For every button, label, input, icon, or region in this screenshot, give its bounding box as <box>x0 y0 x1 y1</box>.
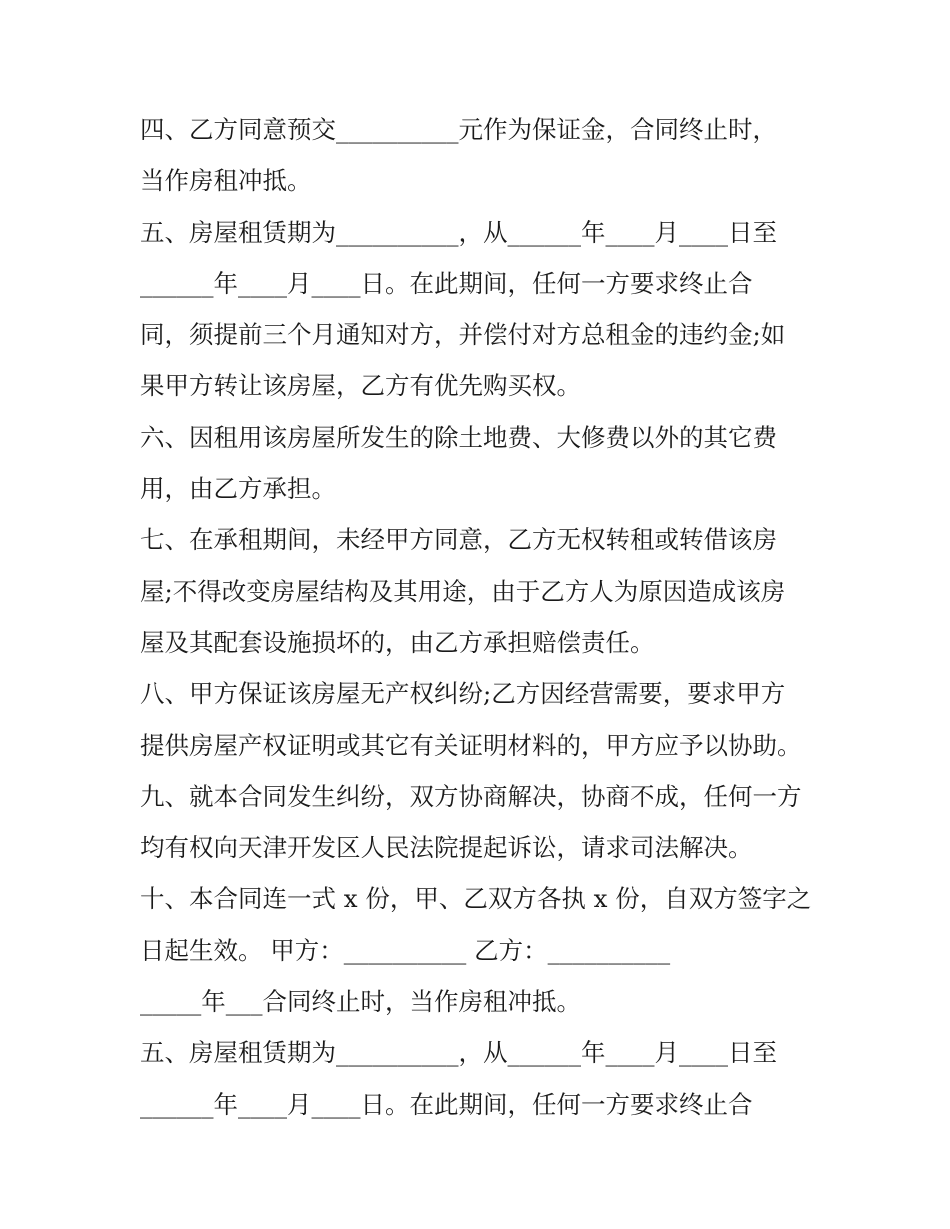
text-line-9: 七、在承租期间，未经甲方同意，乙方无权转租或转借该房 <box>140 525 777 555</box>
text-line-18: _____年___合同终止时，当作房租冲抵。 <box>140 987 581 1017</box>
text-line-17: 日起生效。 甲方：__________ 乙方：__________ <box>140 935 671 965</box>
text-line-15: 均有权向天津开发区人民法院提起诉讼，请求司法解决。 <box>140 833 753 863</box>
contract-text <box>140 104 820 1130</box>
text-line-8: 用，由乙方承担。 <box>140 474 336 504</box>
text-line-12: 八、甲方保证该房屋无产权纠纷;乙方因经营需要，要求甲方 <box>140 679 786 709</box>
text-line-1: 四、乙方同意预交__________元作为保证金，合同终止时， <box>140 115 777 144</box>
text-line-13: 提供房屋产权证明或其它有关证明材料的，甲方应予以协助。 <box>140 730 802 760</box>
text-line-6: 果甲方转让该房屋，乙方有优先购买权。 <box>140 371 581 401</box>
text-line-16: 十、本合同连一式 x 份，甲、乙双方各执 x 份，自双方签字之 <box>140 884 812 914</box>
text-line-19: 五、房屋租赁期为__________，从______年____月____日至 <box>140 1038 777 1068</box>
text-line-5: 同，须提前三个月通知对方，并偿付对方总租金的违约金;如 <box>140 320 786 350</box>
text-line-20: ______年____月____日。在此期间，任何一方要求终止合 <box>140 1089 753 1119</box>
text-line-14: 九、就本合同发生纠纷，双方协商解决，协商不成，任何一方 <box>140 781 802 811</box>
text-line-2: 当作房租冲抵。 <box>140 166 312 196</box>
text-line-7: 六、因租用该房屋所发生的除土地费、大修费以外的其它费 <box>140 422 777 452</box>
text-line-3: 五、房屋租赁期为__________，从______年____月____日至 <box>140 217 777 247</box>
text-line-4: ______年____月____日。在此期间，任何一方要求终止合 <box>140 268 753 298</box>
text-line-11: 屋及其配套设施损坏的，由乙方承担赔偿责任。 <box>140 627 655 657</box>
text-line-10: 屋;不得改变房屋结构及其用途，由于乙方人为原因造成该房 <box>140 576 786 606</box>
